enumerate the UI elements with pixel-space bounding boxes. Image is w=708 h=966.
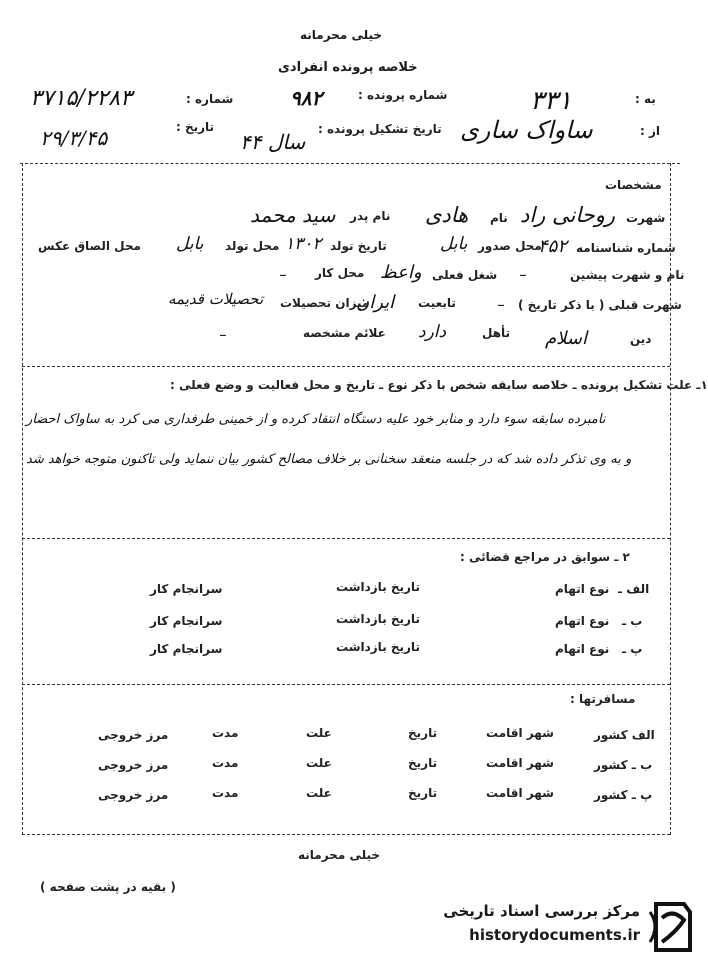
number-label: شماره : (186, 92, 234, 106)
s2-row1-prefix: الف ـ (618, 582, 650, 596)
file-date-value: سال ۴۴ (240, 130, 306, 154)
section1-title: ۱ـ علت تشکیل پرونده ـ خلاصه سابقه شخص با ذکر نوع ـ تاریخ و محل فعالیت و وضع فعلی : (170, 378, 708, 392)
education-label: میزان تحصیلات (280, 296, 370, 310)
birth-place-label: محل تولد (225, 239, 280, 253)
id-no-label: شماره شناسنامه (576, 241, 676, 255)
from-label: از : (640, 124, 660, 138)
surname-value: روحانی راد (520, 203, 616, 227)
date-label: تاریخ : (176, 120, 215, 134)
father-value: سید محمد (250, 203, 336, 227)
divider-3 (22, 684, 670, 685)
father-label: نام پدر (350, 209, 391, 223)
number-value: ۳۷۱۵/۲۲۸۳ (30, 86, 132, 111)
issue-place-label: محل صدور (478, 239, 542, 253)
s2-row3-detention: تاریخ بازداشت (336, 640, 420, 654)
s3-row1-border: مرز خروجی (98, 728, 169, 742)
issue-place-value: بابل (440, 234, 468, 254)
photo-label: محل الصاق عکس (38, 239, 141, 253)
marks-label: علائم مشخصه (303, 326, 386, 340)
section1-hw-line1: نامبرده سابقه سوء دارد و منابر خود علیه دستگاه انتقاد کرده و از خمینی طرفداری می کرد به ساواک احضار (26, 412, 606, 427)
prev-surname-value: _ (498, 292, 504, 306)
education-value: تحصیلات قدیمه (168, 290, 264, 308)
prev-name-label: نام و شهرت پیشین (570, 268, 685, 282)
file-no-label: شماره پرونده : (358, 88, 448, 102)
s3-row2-city: شهر اقامت (486, 756, 554, 770)
box-right-line (670, 163, 671, 835)
hw-to: ۳۳۱ (530, 86, 572, 116)
identity-title: مشخصات (605, 178, 662, 192)
workplace-label: محل کار (315, 266, 365, 280)
s3-row3-duration: مدت (212, 786, 239, 800)
prev-name-value: _ (520, 262, 526, 276)
s2-row3-outcome: سرانجام کار (150, 642, 223, 656)
s3-row2-border: مرز خروجی (98, 758, 169, 772)
file-no-value: ۹۸۲ (290, 86, 323, 110)
section1-hw-line2: و به وی تذکر داده شد که در جلسه منعقد سخنانی بر خلاف مصالح کشور بیان ننماید ولی تاکنون متوجه خواهد شد (26, 452, 632, 467)
classification-top: خیلی محرمانه (300, 28, 383, 42)
s2-row2-prefix: ب ـ (622, 614, 643, 628)
s3-row1-duration: مدت (212, 726, 239, 740)
s2-row1-charge: نوع اتهام (555, 582, 610, 596)
section3-title: مسافرتها : (570, 692, 636, 706)
watermark-logo (420, 896, 698, 960)
birth-date-label: تاریخ تولد (330, 239, 387, 253)
s3-row1-date: تاریخ (408, 726, 438, 740)
document-emblem-icon (646, 898, 696, 956)
s3-row3-country: پ ـ کشور (594, 788, 653, 802)
box-bottom-line (22, 834, 670, 835)
marital-label: تأهل (482, 326, 511, 340)
s2-row1-outcome: سرانجام کار (150, 582, 223, 596)
divider-1 (22, 366, 670, 367)
file-date-label: تاریخ تشکیل پرونده : (318, 122, 442, 136)
classification-bottom: خیلی محرمانه (298, 848, 381, 862)
box-top-line (20, 163, 680, 164)
s3-row2-duration: مدت (212, 756, 239, 770)
birth-date-value: ۱۳۰۲ (285, 234, 322, 254)
continued-note: ( بقیه در پشت صفحه ) (40, 880, 176, 894)
s3-row2-country: ب ـ کشور (594, 758, 653, 772)
s3-row3-city: شهر اقامت (486, 786, 554, 800)
nationality-label: تابعیت (418, 296, 456, 310)
nationality-value: ایران (356, 292, 395, 313)
marks-value: _ (220, 322, 226, 336)
s2-row3-charge: نوع اتهام (555, 642, 610, 656)
name-label: نام (490, 211, 508, 225)
s2-row1-detention: تاریخ بازداشت (336, 580, 420, 594)
s2-row2-charge: نوع اتهام (555, 614, 610, 628)
workplace-value: _ (280, 262, 286, 276)
logo-title: مرکز بررسی اسناد تاریخی (443, 902, 640, 920)
divider-2 (22, 538, 670, 539)
to-label: به : (635, 92, 656, 106)
s2-row2-detention: تاریخ بازداشت (336, 612, 420, 626)
s3-row1-country: الف کشور (594, 728, 655, 742)
surname-label: شهرت (626, 211, 666, 225)
date-value: ۲۹/۳/۴۵ (40, 126, 108, 150)
birth-place-value: بابل (176, 234, 204, 254)
s2-row3-prefix: پ ـ (622, 642, 643, 656)
section2-title: ۲ ـ سوابق در مراجع قضائی : (460, 550, 630, 564)
s3-row1-city: شهر اقامت (486, 726, 554, 740)
religion-value: اسلام (545, 328, 587, 349)
s2-row2-outcome: سرانجام کار (150, 614, 223, 628)
name-value: هادی (425, 203, 469, 227)
job-value: واعظ (380, 262, 422, 283)
logo-url: historydocuments.ir (469, 926, 640, 944)
s3-row1-reason: علت (306, 726, 332, 740)
s3-row3-date: تاریخ (408, 786, 438, 800)
prev-surname-label: شهرت قبلی ( با ذکر تاریخ ) (518, 298, 682, 312)
hw-from: ساواک ساری (460, 116, 593, 144)
s3-row2-reason: علت (306, 756, 332, 770)
marital-value: دارد (418, 322, 447, 342)
religion-label: دین (630, 332, 652, 346)
id-no-value: ۴۵۲ (538, 236, 568, 257)
s3-row3-border: مرز خروجی (98, 788, 169, 802)
box-left-line (22, 163, 23, 835)
job-label: شغل فعلی (432, 268, 498, 282)
s3-row2-date: تاریخ (408, 756, 438, 770)
form-title: خلاصه پرونده انفرادی (278, 60, 418, 75)
s3-row3-reason: علت (306, 786, 332, 800)
